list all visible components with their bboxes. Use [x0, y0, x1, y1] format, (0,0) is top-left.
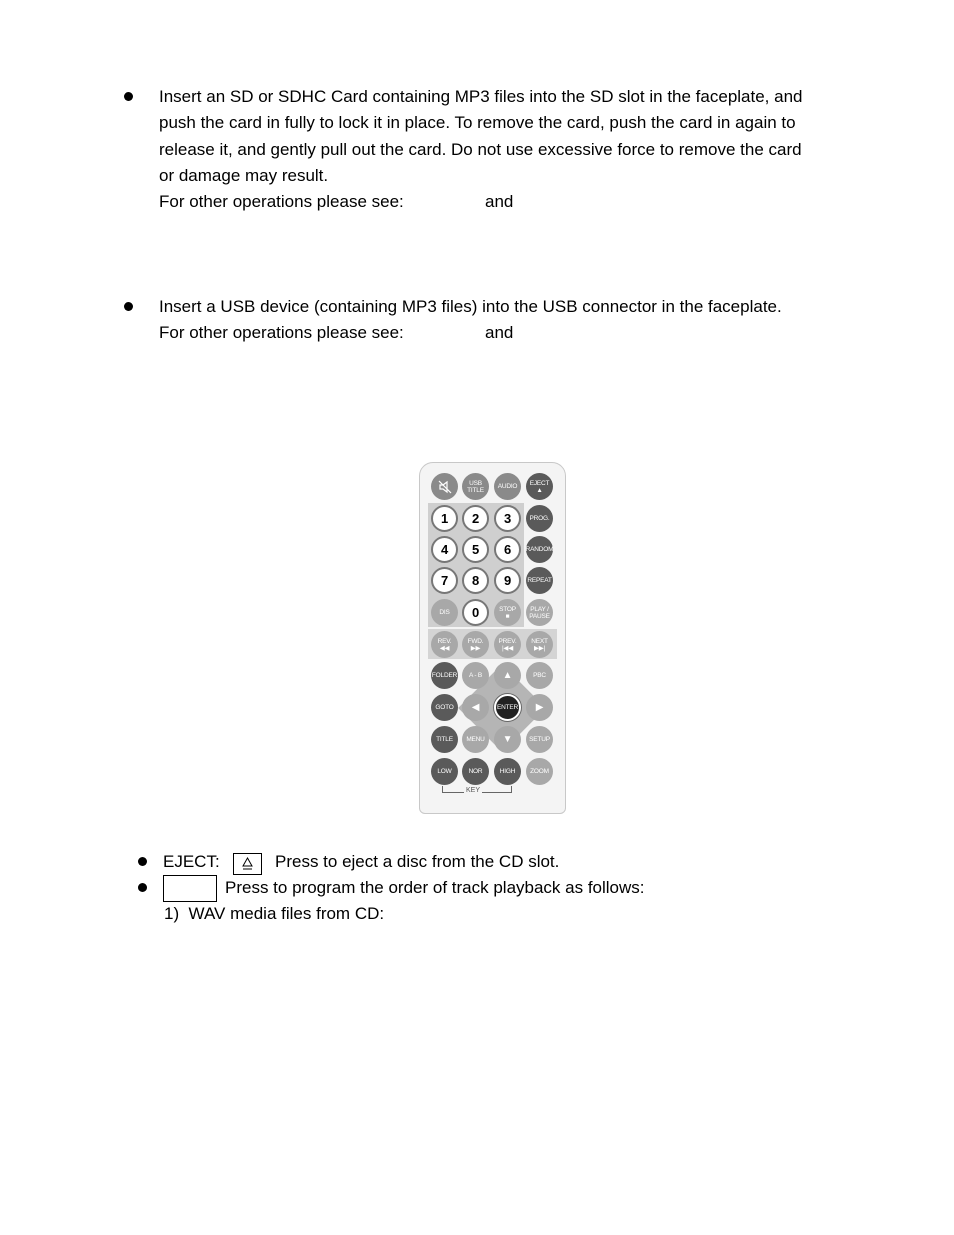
- folder-button[interactable]: FOLDER: [431, 662, 458, 689]
- zoom-button[interactable]: ZOOM: [526, 758, 553, 785]
- prog-description: Press to program the order of track playback as follows:: [225, 878, 645, 897]
- up-button[interactable]: [494, 662, 521, 689]
- num-0-button[interactable]: 0: [462, 599, 489, 626]
- num-5-button[interactable]: 5: [462, 536, 489, 563]
- eject-key-box: [233, 853, 262, 875]
- usb-line: Insert a USB device (containing MP3 files) into the USB connector in the faceplate.: [159, 297, 782, 316]
- usb-title-button[interactable]: USB TITLE: [462, 473, 489, 500]
- usb-see-text: For other operations please see:: [159, 323, 404, 343]
- repeat-button[interactable]: REPEAT: [526, 567, 553, 594]
- num-1-button[interactable]: 1: [431, 505, 458, 532]
- bullet-eject: [138, 857, 147, 866]
- menu-button[interactable]: MENU: [462, 726, 489, 753]
- high-button[interactable]: HIGH: [494, 758, 521, 785]
- right-button[interactable]: [526, 694, 553, 721]
- stop-button[interactable]: STOP ■: [494, 599, 521, 626]
- num-8-button[interactable]: 8: [462, 567, 489, 594]
- sd-line-3: release it, and gently pull out the card. Do not use excessive force to remove the card: [159, 139, 802, 159]
- sd-see-text: For other operations please see:: [159, 192, 404, 212]
- up-arrow-icon: ▲: [502, 670, 513, 681]
- step-1-text: 1) WAV media files from CD:: [164, 904, 385, 923]
- low-button[interactable]: LOW: [431, 758, 458, 785]
- setup-button[interactable]: SETUP: [526, 726, 553, 753]
- usb-paragraph: [159, 294, 839, 346]
- eject-label: EJECT:: [163, 852, 220, 871]
- key-label: KEY: [466, 787, 481, 794]
- sd-line-2: push the card in fully to lock it in place. To remove the card, push the card in again to: [159, 113, 796, 133]
- down-button[interactable]: [494, 726, 521, 753]
- audio-button[interactable]: AUDIO: [494, 473, 521, 500]
- fwd-button[interactable]: FWD. ▶▶: [462, 631, 489, 658]
- sd-line-1: Insert an SD or SDHC Card containing MP3 files into the SD slot in the faceplate, and: [159, 87, 803, 106]
- eject-button[interactable]: EJECT ▲: [526, 473, 553, 500]
- pbc-button[interactable]: PBC: [526, 662, 553, 689]
- right-arrow-icon: ▶: [535, 702, 544, 713]
- num-9-button[interactable]: 9: [494, 567, 521, 594]
- bullet-prog: [138, 883, 147, 892]
- down-arrow-icon: ▼: [502, 734, 513, 745]
- left-button[interactable]: [462, 694, 489, 721]
- remote-control-image: [419, 462, 566, 814]
- prog-key-box: [163, 875, 217, 902]
- play-pause-button[interactable]: PLAY / PAUSE: [526, 599, 553, 626]
- eject-icon: [234, 854, 261, 874]
- bullet-usb: [124, 302, 133, 311]
- num-6-button[interactable]: 6: [494, 536, 521, 563]
- sd-paragraph: [159, 84, 839, 215]
- title-button[interactable]: TITLE: [431, 726, 458, 753]
- mute-button[interactable]: [431, 473, 458, 500]
- enter-button[interactable]: ENTER: [494, 694, 521, 721]
- prev-button[interactable]: PREV. |◀◀: [494, 631, 521, 658]
- goto-button[interactable]: GOTO: [431, 694, 458, 721]
- sd-line-4: or damage may result.: [159, 165, 329, 185]
- next-button[interactable]: NEXT ▶▶|: [526, 631, 553, 658]
- rev-button[interactable]: REV. ◀◀: [431, 631, 458, 658]
- usb-see-line: [159, 320, 839, 346]
- a-b-button[interactable]: A - B: [462, 662, 489, 689]
- left-arrow-icon: ◀: [471, 702, 480, 713]
- eject-description: Press to eject a disc from the CD slot.: [275, 852, 560, 871]
- num-3-button[interactable]: 3: [494, 505, 521, 532]
- num-4-button[interactable]: 4: [431, 536, 458, 563]
- bullet-sd: [124, 92, 133, 101]
- mute-icon: [438, 480, 452, 494]
- usb-and-text: and: [485, 323, 514, 343]
- dis-button[interactable]: DIS: [431, 599, 458, 626]
- sd-see-line: [159, 189, 839, 215]
- num-7-button[interactable]: 7: [431, 567, 458, 594]
- sd-and-text: and: [485, 192, 514, 212]
- num-2-button[interactable]: 2: [462, 505, 489, 532]
- nor-button[interactable]: NOR: [462, 758, 489, 785]
- random-button[interactable]: RANDOM: [526, 536, 553, 563]
- prog-button[interactable]: PROG.: [526, 505, 553, 532]
